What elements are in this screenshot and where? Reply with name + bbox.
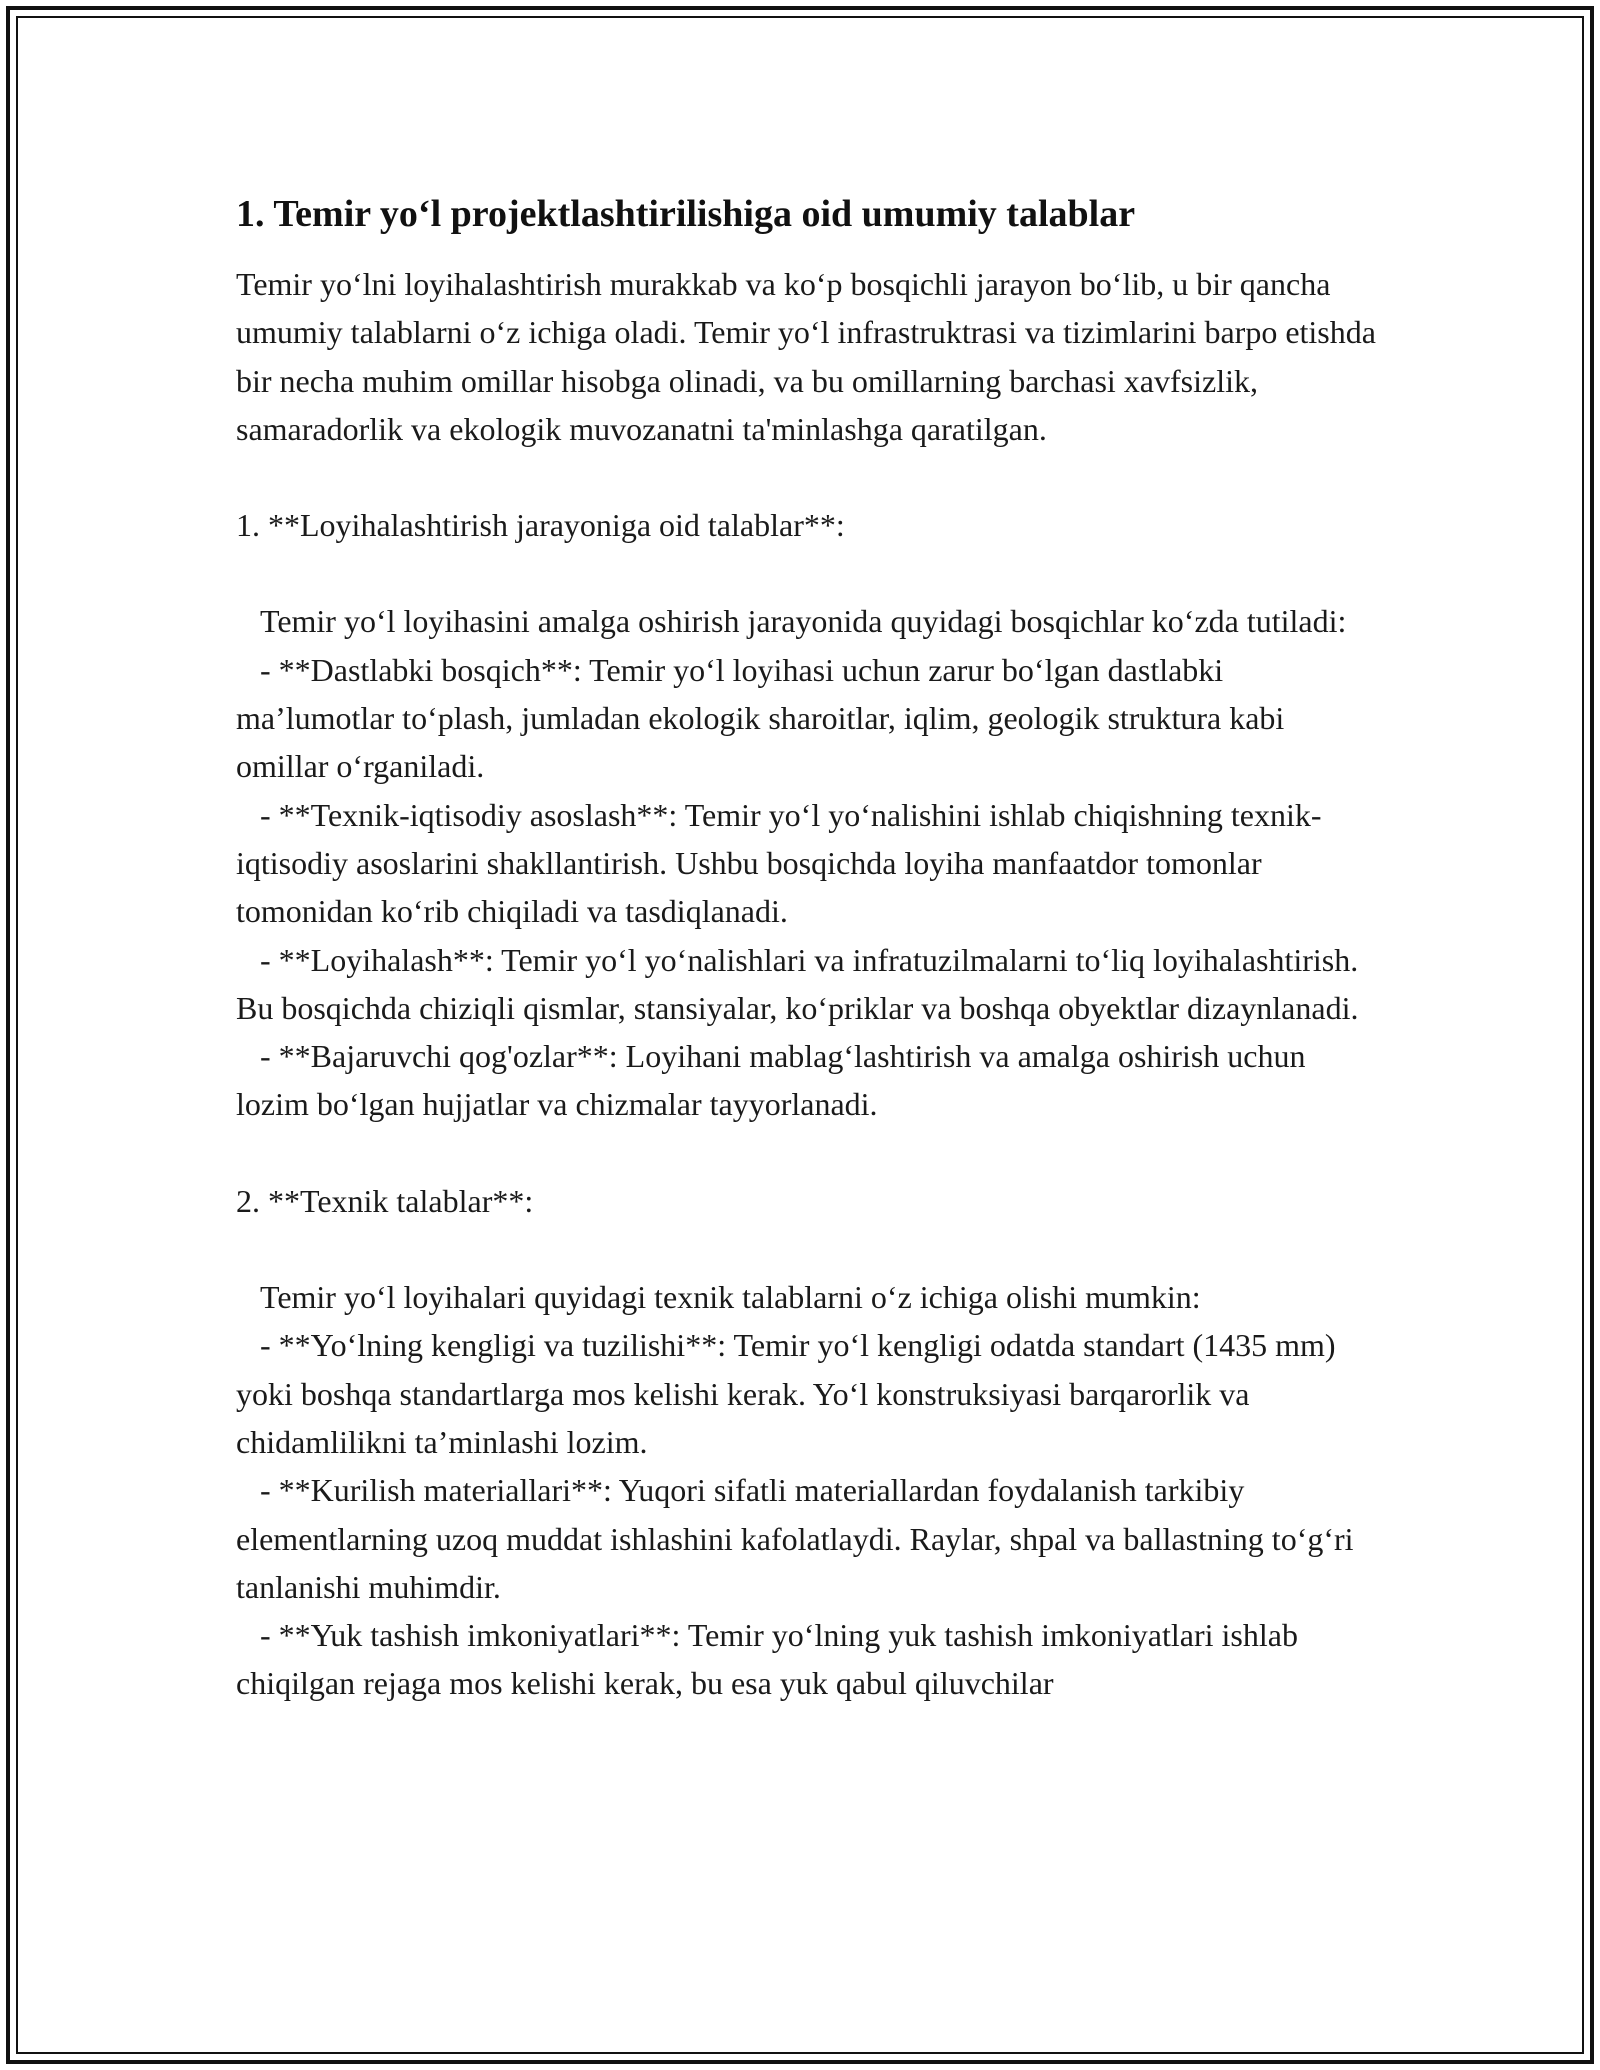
section-2-body [236,1273,1376,1708]
section-1-lead: Temir yo‘l loyihasini amalga oshirish jarayonida quyidagi bosqichlar ko‘zda tutiladi: [236,603,1347,640]
intro-paragraph: Temir yo‘lni loyihalashtirish murakkab va ko‘p bosqichli jarayon bo‘lib, u bir qancha umumiy talablarni o‘z ichiga oladi. Temir yo‘l infrastruktrasi va tizimlarini barpo etishda bir necha muhim omillar hisobga olinadi, va bu omillarning barchasi xavfsizlik, samaradorlik va ekologik muvozanatni ta'minlashga qaratilgan. [236,266,1376,447]
section-1-item: - **Dastlabki bosqich**: Temir yo‘l loyihasi uchun zarur bo‘lgan dastlabki ma’lumotlar to‘plash, jumladan ekologik sharoitlar, iqlim, geologik struktura kabi omillar o‘rganiladi. [236,651,1293,785]
section-2-title: 2. **Texnik talablar**: [236,1182,534,1219]
section-2-lead: Temir yo‘l loyihalari quyidagi texnik talablarni o‘z ichiga olishi mumkin: [236,1279,1201,1316]
section-2-item: - **Kurilish materiallari**: Yuqori sifatli materiallardan foydalanish tarkibiy elementlarning uzoq muddat ishlashini kafolatlaydi. Raylar, shpal va ballastning to‘g‘ri tanlanishi muhimdir. [236,1472,1362,1605]
section-2-item: - **Yuk tashish imkoniyatlari**: Temir yo‘lning yuk tashish imkoniyatlari ishlab chiqilgan rejaga mos kelishi kerak, bu esa yuk qabul qiluvchilar [236,1617,1306,1702]
section-1-title: 1. **Loyihalashtirish jarayoniga oid talablar**: [236,507,845,544]
section-1-item: - **Texnik-iqtisodiy asoslash**: Temir yo‘l yo‘nalishini ishlab chiqishning texnik-iqtisodiy asoslarini shakllantirish. Ushbu bosqichda loyiha manfaatdor tomonlar tomonidan ko‘rib chiqiladi va tasdiqlanadi. [236,796,1322,930]
section-1-body [236,597,1376,1128]
section-2-item: - **Yo‘lning kengligi va tuzilishi**: Temir yo‘l kengligi odatda standart (1435 mm) yoki boshqa standartlarga mos kelishi kerak. Yo‘l konstruksiyasi barqarorlik va chidamlilikni ta’minlashi lozim. [236,1327,1344,1460]
section-1-item: - **Bajaruvchi qog'ozlar**: Loyihani mablag‘lashtirish va amalga oshirish uchun lozim bo‘lgan hujjatlar va chizmalar tayyorlanadi. [236,1038,1314,1123]
page-title: 1. Temir yo‘l projektlashtirilishiga oid umumiy talablar [236,193,1136,235]
document-body [236,188,1376,1708]
section-1-item: - **Loyihalash**: Temir yo‘l yo‘nalishlari va infratuzilmalarni to‘liq loyihalashtirish. Bu bosqichda chiziqli qismlar, stansiyalar, ko‘priklar va boshqa obyektlar dizaynlanadi. [236,941,1367,1026]
